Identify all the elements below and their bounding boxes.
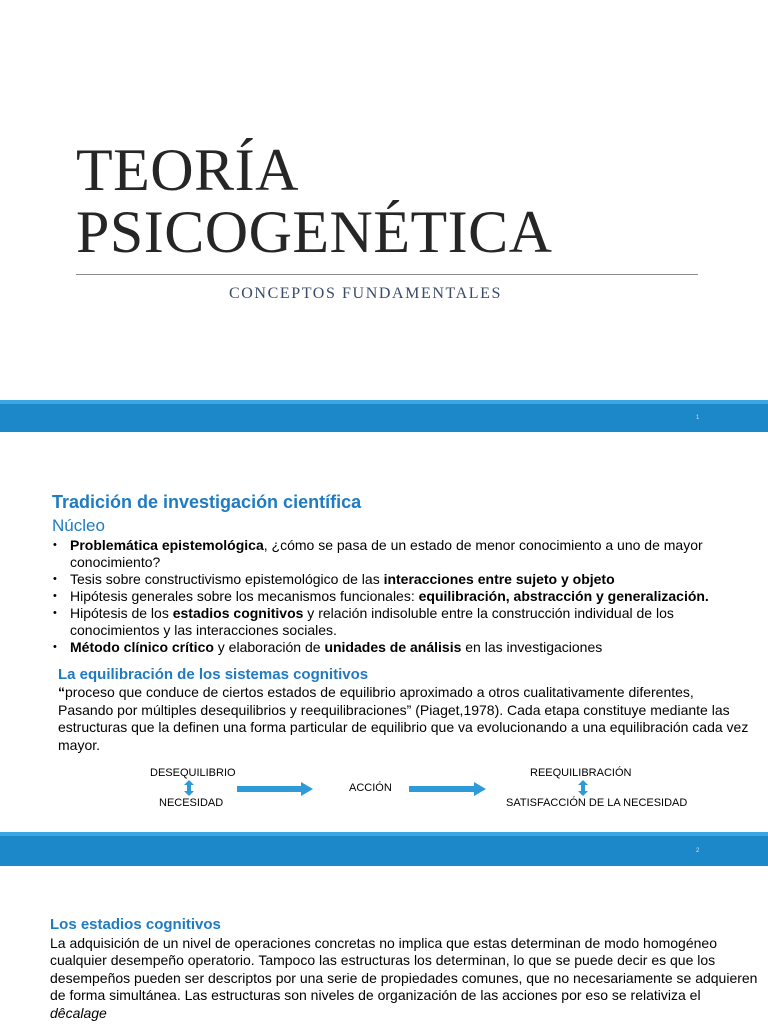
title-line-1: TEORÍA <box>76 137 299 203</box>
diagram-necesidad: NECESIDAD <box>159 797 224 809</box>
right-arrow-icon <box>237 782 313 796</box>
bullet-text: , ¿cómo se pasa de un estado de menor conocimiento a uno de mayor conocimiento? <box>70 537 703 570</box>
title-line-2: PSICOGENÉTICA <box>76 199 553 265</box>
up-down-arrow-icon <box>182 780 196 796</box>
diagram-desequilibrio: DESEQUILIBRIO <box>150 767 236 779</box>
page-number: 1 <box>696 415 700 421</box>
bullet-item <box>52 571 752 588</box>
bullet-item <box>52 537 752 571</box>
right-arrow-icon <box>409 782 486 796</box>
bullet-item <box>52 605 752 639</box>
bullet-item <box>52 588 752 605</box>
quote-text: proceso que conduce de ciertos estados de equilibrio aproximado a otros cualitativamente diferentes, Pasando por múltiples desequilibrios y reequilibraciones” (Piaget,1978). Cada etapa constituye mediante las estructuras que la definen una forma particular de equilibrio que va evolucionando a una equilibración cada vez mayor. <box>58 684 749 753</box>
bullet-bold-text: equilibración, abstracción y generalización. <box>418 588 709 604</box>
bullet-text: en las investigaciones <box>461 639 603 655</box>
quote-mark: “ <box>58 684 65 700</box>
equilibration-heading: La equilibración de los sistemas cognitivos <box>58 666 369 683</box>
title-divider <box>76 274 698 275</box>
bullet-text: y relación indisoluble entre la construcción individual de los conocimientos y las interacciones sociales. <box>70 605 674 638</box>
bullet-bold-text: unidades de análisis <box>324 639 462 655</box>
subtitle: CONCEPTOS FUNDAMENTALES <box>229 285 503 302</box>
bullet-item <box>52 639 752 656</box>
bullet-text: Hipótesis de los <box>70 605 173 621</box>
decalage-term: dêcalage <box>50 1004 107 1021</box>
bullet-bold-text: interacciones entre sujeto y objeto <box>383 571 615 587</box>
equilibration-paragraph <box>58 684 750 754</box>
slide-2-footer-band <box>0 836 768 866</box>
bullet-bold-text: estadios cognitivos <box>172 605 304 621</box>
bullet-text: Hipótesis generales sobre los mecanismos funcionales: <box>70 588 419 604</box>
page-number: 2 <box>696 848 700 854</box>
bullet-list <box>52 537 752 656</box>
bullet-bold-text: Problemática epistemológica <box>70 537 264 553</box>
stages-heading: Los estadios cognitivos <box>50 916 221 933</box>
up-down-arrow-icon <box>576 780 590 796</box>
diagram-accion: ACCIÓN <box>349 782 392 794</box>
bullet-text: Tesis sobre constructivismo epistemológico de las <box>70 571 384 587</box>
stages-paragraph-text: La adquisición de un nivel de operaciones concretas no implica que estas determinan de modo homogéneo cualquier desempeño operatorio. Tampoco las estructuras los determinan, lo que se puede decir es que los desempeños pueden ser descriptos por una serie de propiedades comunes, que no necesariamente se adquieren de forma simultánea. Las estructuras son niveles de organización de las acciones por eso se relativiza el <box>50 935 758 1004</box>
bullet-text: y elaboración de <box>213 639 325 655</box>
diagram-satisfaccion: SATISFACCIÓN DE LA NECESIDAD <box>506 797 688 809</box>
bullet-bold-text: Método clínico crítico <box>70 639 214 655</box>
section-subtitle: Núcleo <box>52 516 105 535</box>
slide-1-footer-band <box>0 404 768 432</box>
stages-paragraph <box>50 935 760 1022</box>
diagram-reequilibracion: REEQUILIBRACIÓN <box>530 767 632 779</box>
section-title: Tradición de investigación científica <box>52 492 362 512</box>
